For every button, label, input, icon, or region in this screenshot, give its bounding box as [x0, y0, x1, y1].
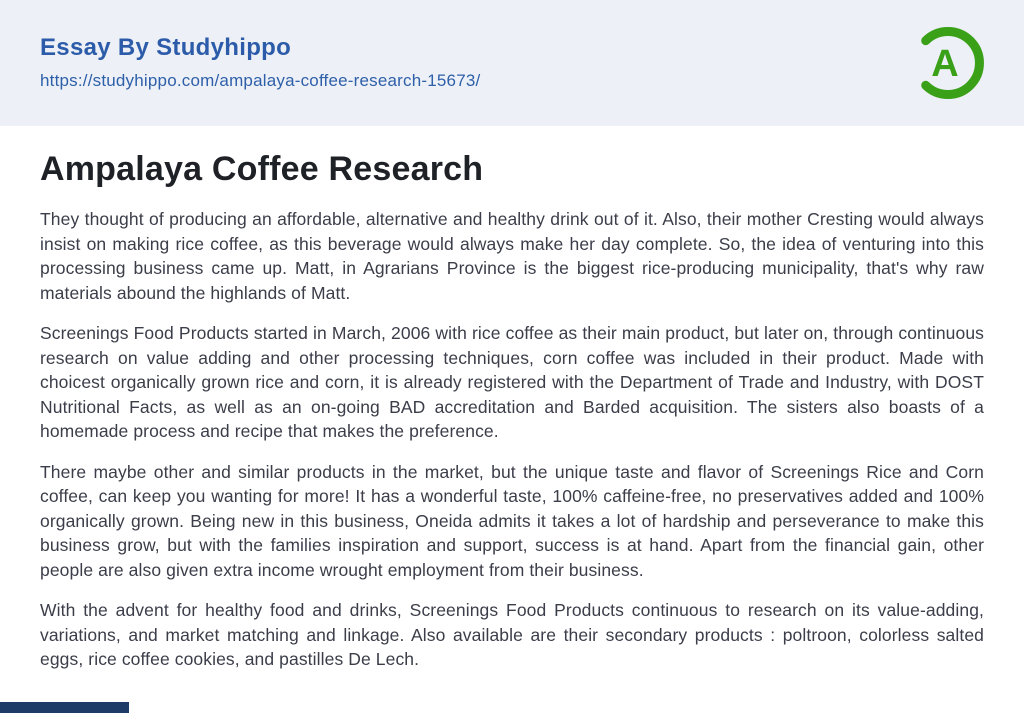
site-title: Essay By Studyhippo	[40, 34, 292, 62]
article-container	[0, 126, 1024, 672]
page-title: Ampalaya Coffee Research	[40, 150, 484, 188]
article-paragraph: They thought of producing an affordable, alternative and healthy drink out of it. Also, their mother Cresting would always insist on making rice coffee, as this beverage would always make her day complete. So, the idea of venturing into this processing business came up. Matt, in Agrarians Province is the biggest rice-producing municipality, that's why raw materials abound the highlands of Matt.	[40, 209, 984, 303]
header-text-block	[40, 35, 480, 90]
studyhippo-a-ring-logo-icon	[908, 23, 988, 103]
article-paragraph: With the advent for healthy food and drinks, Screenings Food Products continuous to research on its value-adding, variations, and market matching and linkage. Also available are their secondary products : poltroon, colorless salted eggs, rice coffee cookies, and pastilles De Lech.	[40, 600, 984, 669]
logo-letter: A	[931, 43, 959, 85]
article-body	[40, 207, 984, 672]
article-paragraph: There maybe other and similar products in the market, but the unique taste and flavor of Screenings Rice and Corn coffee, can keep you wanting for more! It has a wonderful taste, 100% caffeine-free, no preservatives added and 100% organically grown. Being new in this business, Oneida admits it takes a lot of hardship and perseverance to make this business grow, but with the families inspiration and support, success is at hand. Apart from the financial gain, other people are also given extra income wrought employment from their business.	[40, 461, 984, 580]
site-url-link[interactable]: https://studyhippo.com/ampalaya-coffee-research-15673/	[40, 70, 481, 90]
footer-bar	[0, 702, 129, 713]
article-paragraph: Screenings Food Products started in March, 2006 with rice coffee as their main product, but later on, through continuous research on value adding and other processing techniques, corn coffee was included in their product. Made with choicest organically grown rice and corn, it is already registered with the Department of Trade and Industry, with DOST Nutritional Facts, as well as an on-going BAD accreditation and Barded acquisition. The sisters also boasts of a homemade process and recipe that makes the preference.	[40, 323, 984, 441]
page-header	[0, 0, 1024, 126]
